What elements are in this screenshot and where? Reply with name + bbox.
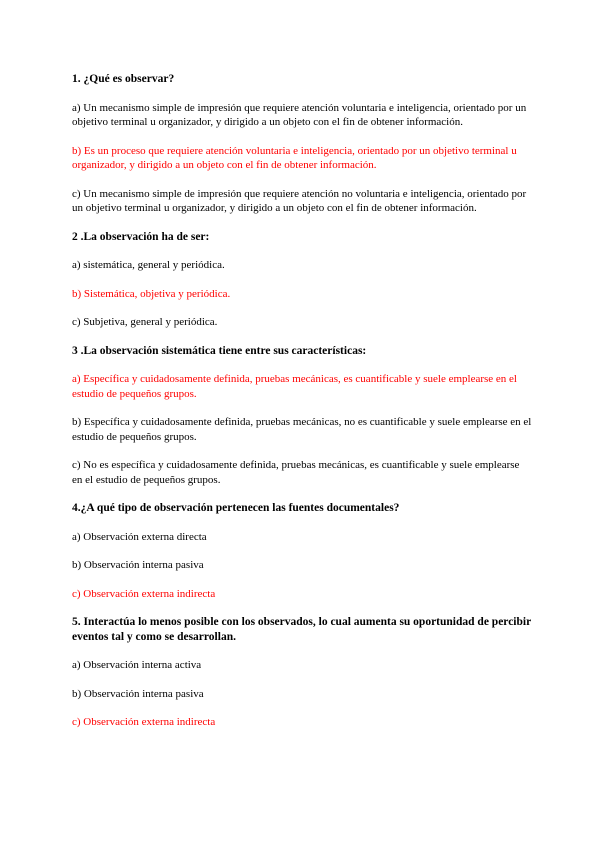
question-4-option-c: c) Observación externa indirecta (72, 587, 216, 600)
question-3-title: 3 .La observación sistemática tiene entre sus características: (72, 344, 367, 357)
question-4-option-b: b) Observación interna pasiva (72, 559, 204, 571)
question-3-option-b: b) Específica y cuidadosamente definida, pruebas mecánicas, no es cuantificable y suele emplearse en el estudio de pequeños grupos. (72, 416, 532, 443)
question-1-option-b: b) Es un proceso que requiere atención voluntaria e inteligencia, orientado por un objetivo terminal u organizador, y dirigido a un objeto con el fin de obtener información. (72, 144, 517, 171)
question-1-option-a: a) Un mecanismo simple de impresión que requiere atención voluntaria e inteligencia, orientado por un objetivo terminal u organizador, y dirigido a un objeto con el fin de obtener información. (72, 101, 527, 128)
question-5-option-c: c) Observación externa indirecta (72, 716, 216, 728)
question-2-title: 2 .La observación ha de ser: (72, 230, 210, 243)
question-5-title: 5. Interactúa lo menos posible con los observados, lo cual aumenta su oportunidad de percibir eventos tal y como se desarrollan. (72, 616, 531, 643)
quiz-document (72, 72, 532, 730)
question-4-title: 4.¿A qué tipo de observación pertenecen las fuentes documentales? (72, 502, 400, 514)
question-5-option-a: a) Observación interna activa (72, 659, 202, 671)
question-5-option-b: b) Observación interna pasiva (72, 687, 204, 700)
question-1-option-c: c) Un mecanismo simple de impresión que requiere atención no voluntaria e inteligencia, orientado por un objetivo terminal u organizador, y dirigido a un objeto con el fin de obtener información. (72, 187, 527, 214)
question-4-option-a: a) Observación externa directa (72, 530, 207, 543)
question-3-option-c: c) No es específica y cuidadosamente definida, pruebas mecánicas, es cuantificable y suele emplearse en el estudio de pequeños grupos. (72, 459, 520, 486)
question-2-option-c: c) Subjetiva, general y periódica. (72, 316, 218, 328)
question-3-option-a: a) Específica y cuidadosamente definida, pruebas mecánicas, es cuantificable y suele emplearse en el estudio de pequeños grupos. (72, 373, 517, 400)
question-2-option-b: b) Sistemática, objetiva y periódica. (72, 287, 231, 300)
question-1-title: 1. ¿Qué es observar? (72, 73, 175, 85)
question-2-option-a: a) sistemática, general y periódica. (72, 259, 225, 271)
